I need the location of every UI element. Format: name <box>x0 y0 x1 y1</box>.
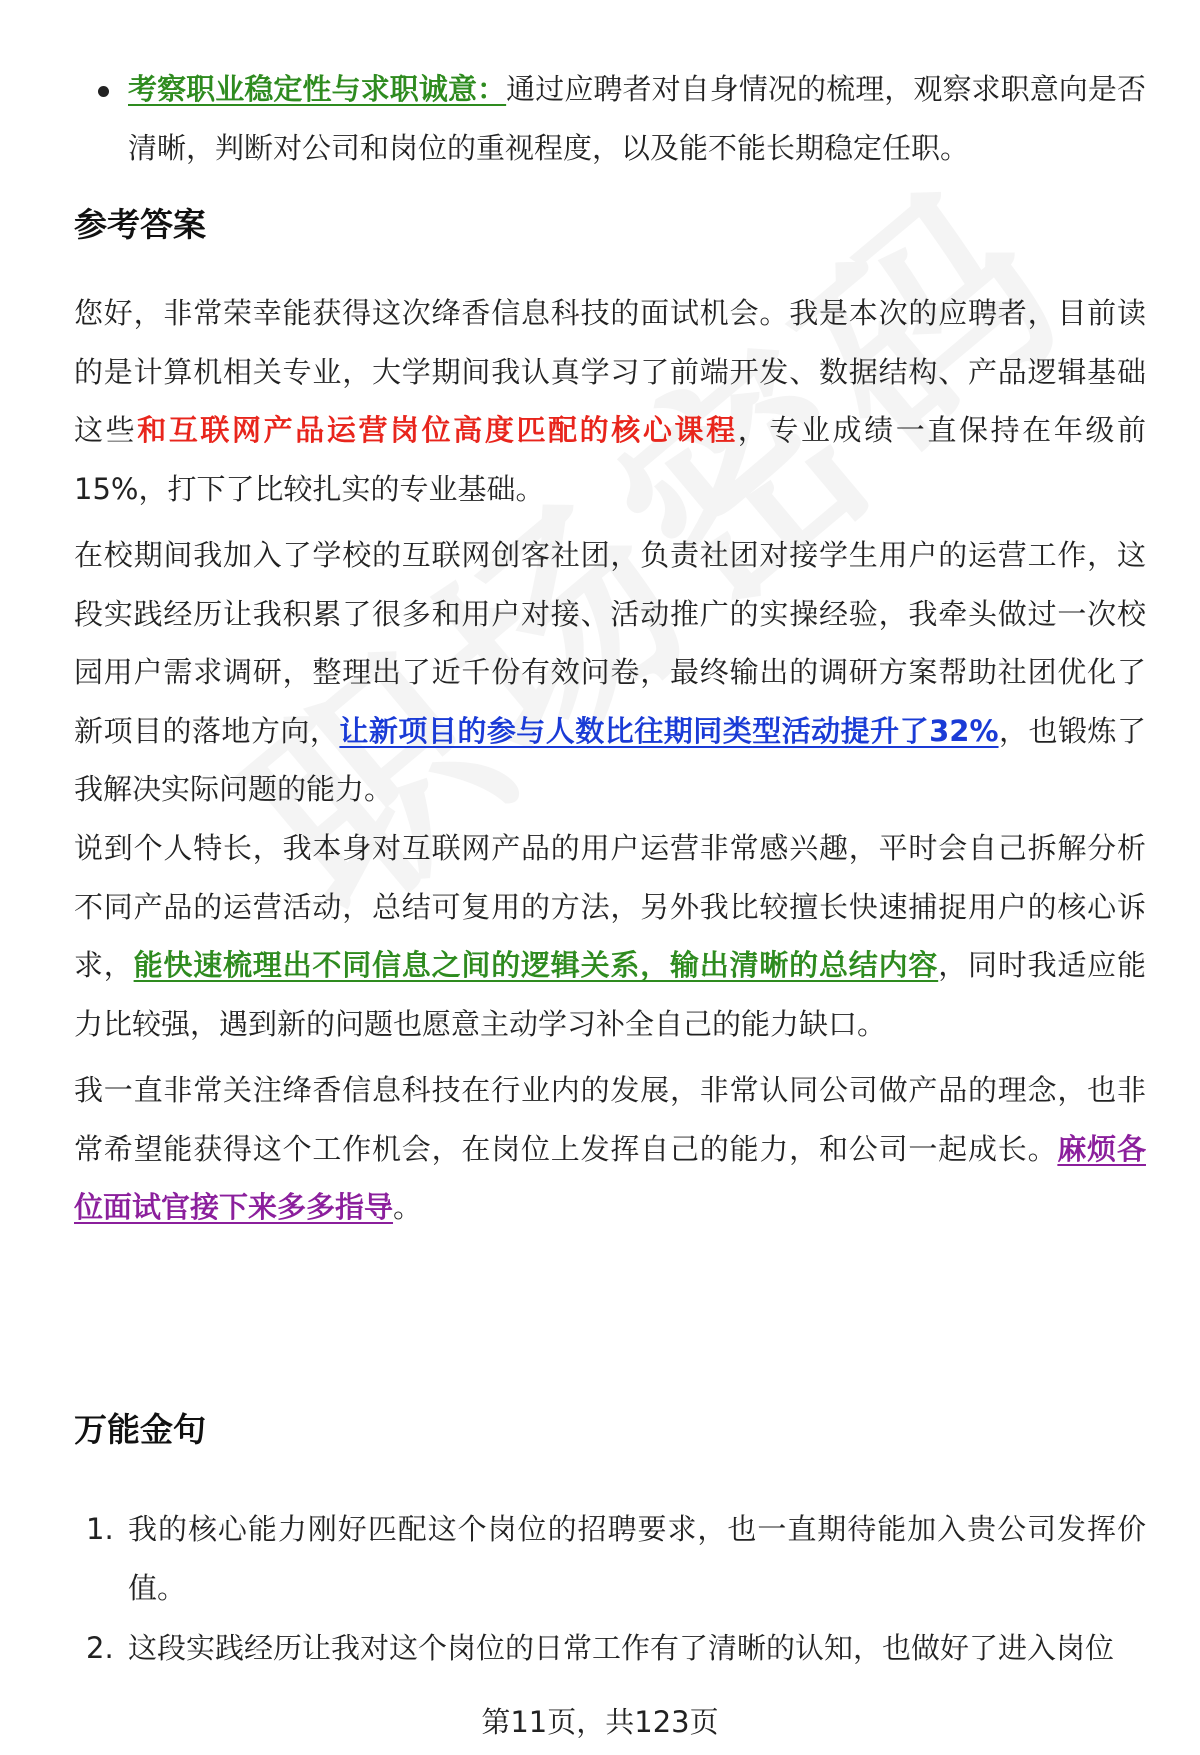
list-item-text: 这段实践经历让我对这个岗位的日常工作有了清晰的认知，也做好了进入岗位 <box>128 1631 1115 1665</box>
answer-paragraph-4 <box>74 1061 1146 1237</box>
answer-paragraph-1 <box>74 284 1146 518</box>
answer-heading: 参考答案 <box>74 205 206 244</box>
p1-text-before: 您好，非常荣幸能获得这次绛香信息科技的面试机会。我是本次的应聘者，目前读的是计算机相关专业，大学期间我认真学习了前端开发、数据结构、产品逻辑基础这些 <box>74 296 1146 447</box>
p3-highlight: 能快速梳理出不同信息之间的逻辑关系，输出清晰的总结内容 <box>133 948 939 982</box>
p2-text-before: 在校期间我加入了学校的互联网创客社团，负责社团对接学生用户的运营工作，这段实践经历让我积累了很多和用户对接、活动推广的实操经验，我牵头做过一次校园用户需求调研，整理出了近千份有效问卷，最终输出的调研方案帮助社团优化了新项目的落地方向， <box>74 538 1146 748</box>
list-item <box>74 1500 1146 1617</box>
bullet-highlight: 考察职业稳定性与求职诚意： <box>128 72 507 106</box>
bullet-item <box>74 60 1146 177</box>
list-item <box>74 1619 1146 1678</box>
list-item-text: 我的核心能力刚好匹配这个岗位的招聘要求，也一直期待能加入贵公司发挥价值。 <box>128 1512 1146 1605</box>
p2-text-after: ，也锻炼了我解决实际问题的能力。 <box>74 713 1146 806</box>
answer-paragraph-3 <box>74 819 1146 1053</box>
p4-highlight: 麻烦各位面试官接下来多多指导 <box>74 1131 1146 1224</box>
p1-highlight: 和互联网产品运营岗位高度匹配的核心课程 <box>137 413 738 447</box>
bullet-text <box>128 60 1146 177</box>
p1-text-after: ，专业成绩一直保持在年级前15%，打下了比较扎实的专业基础。 <box>74 413 1146 506</box>
p4-text-after: 。 <box>393 1190 423 1224</box>
bullet-body: 通过应聘者对自身情况的梳理，观察求职意向是否清晰，判断对公司和岗位的重视程度，以及能不能长期稳定任职。 <box>128 72 1146 165</box>
p4-text-before: 我一直非常关注绛香信息科技在行业内的发展，非常认同公司做产品的理念，也非常希望能获得这个工作机会，在岗位上发挥自己的能力，和公司一起成长。 <box>74 1073 1146 1166</box>
p3-text-before: 说到个人特长，我本身对互联网产品的用户运营非常感兴趣，平时会自己拆解分析不同产品的运营活动，总结可复用的方法，另外我比较擅长快速捕捉用户的核心诉求， <box>74 831 1146 982</box>
bullet-dot-icon <box>98 86 109 97</box>
answer-paragraph-2 <box>74 526 1146 819</box>
list-number: 2. <box>86 1631 114 1665</box>
p3-text-after: ，同时我适应能力比较强，遇到新的问题也愿意主动学习补全自己的能力缺口。 <box>74 948 1146 1041</box>
phrases-heading: 万能金句 <box>74 1410 206 1449</box>
page-footer: 第11页，共123页 <box>481 1705 719 1739</box>
list-number: 1. <box>86 1512 114 1546</box>
p2-highlight: 让新项目的参与人数比往期同类型活动提升了32% <box>339 713 999 748</box>
